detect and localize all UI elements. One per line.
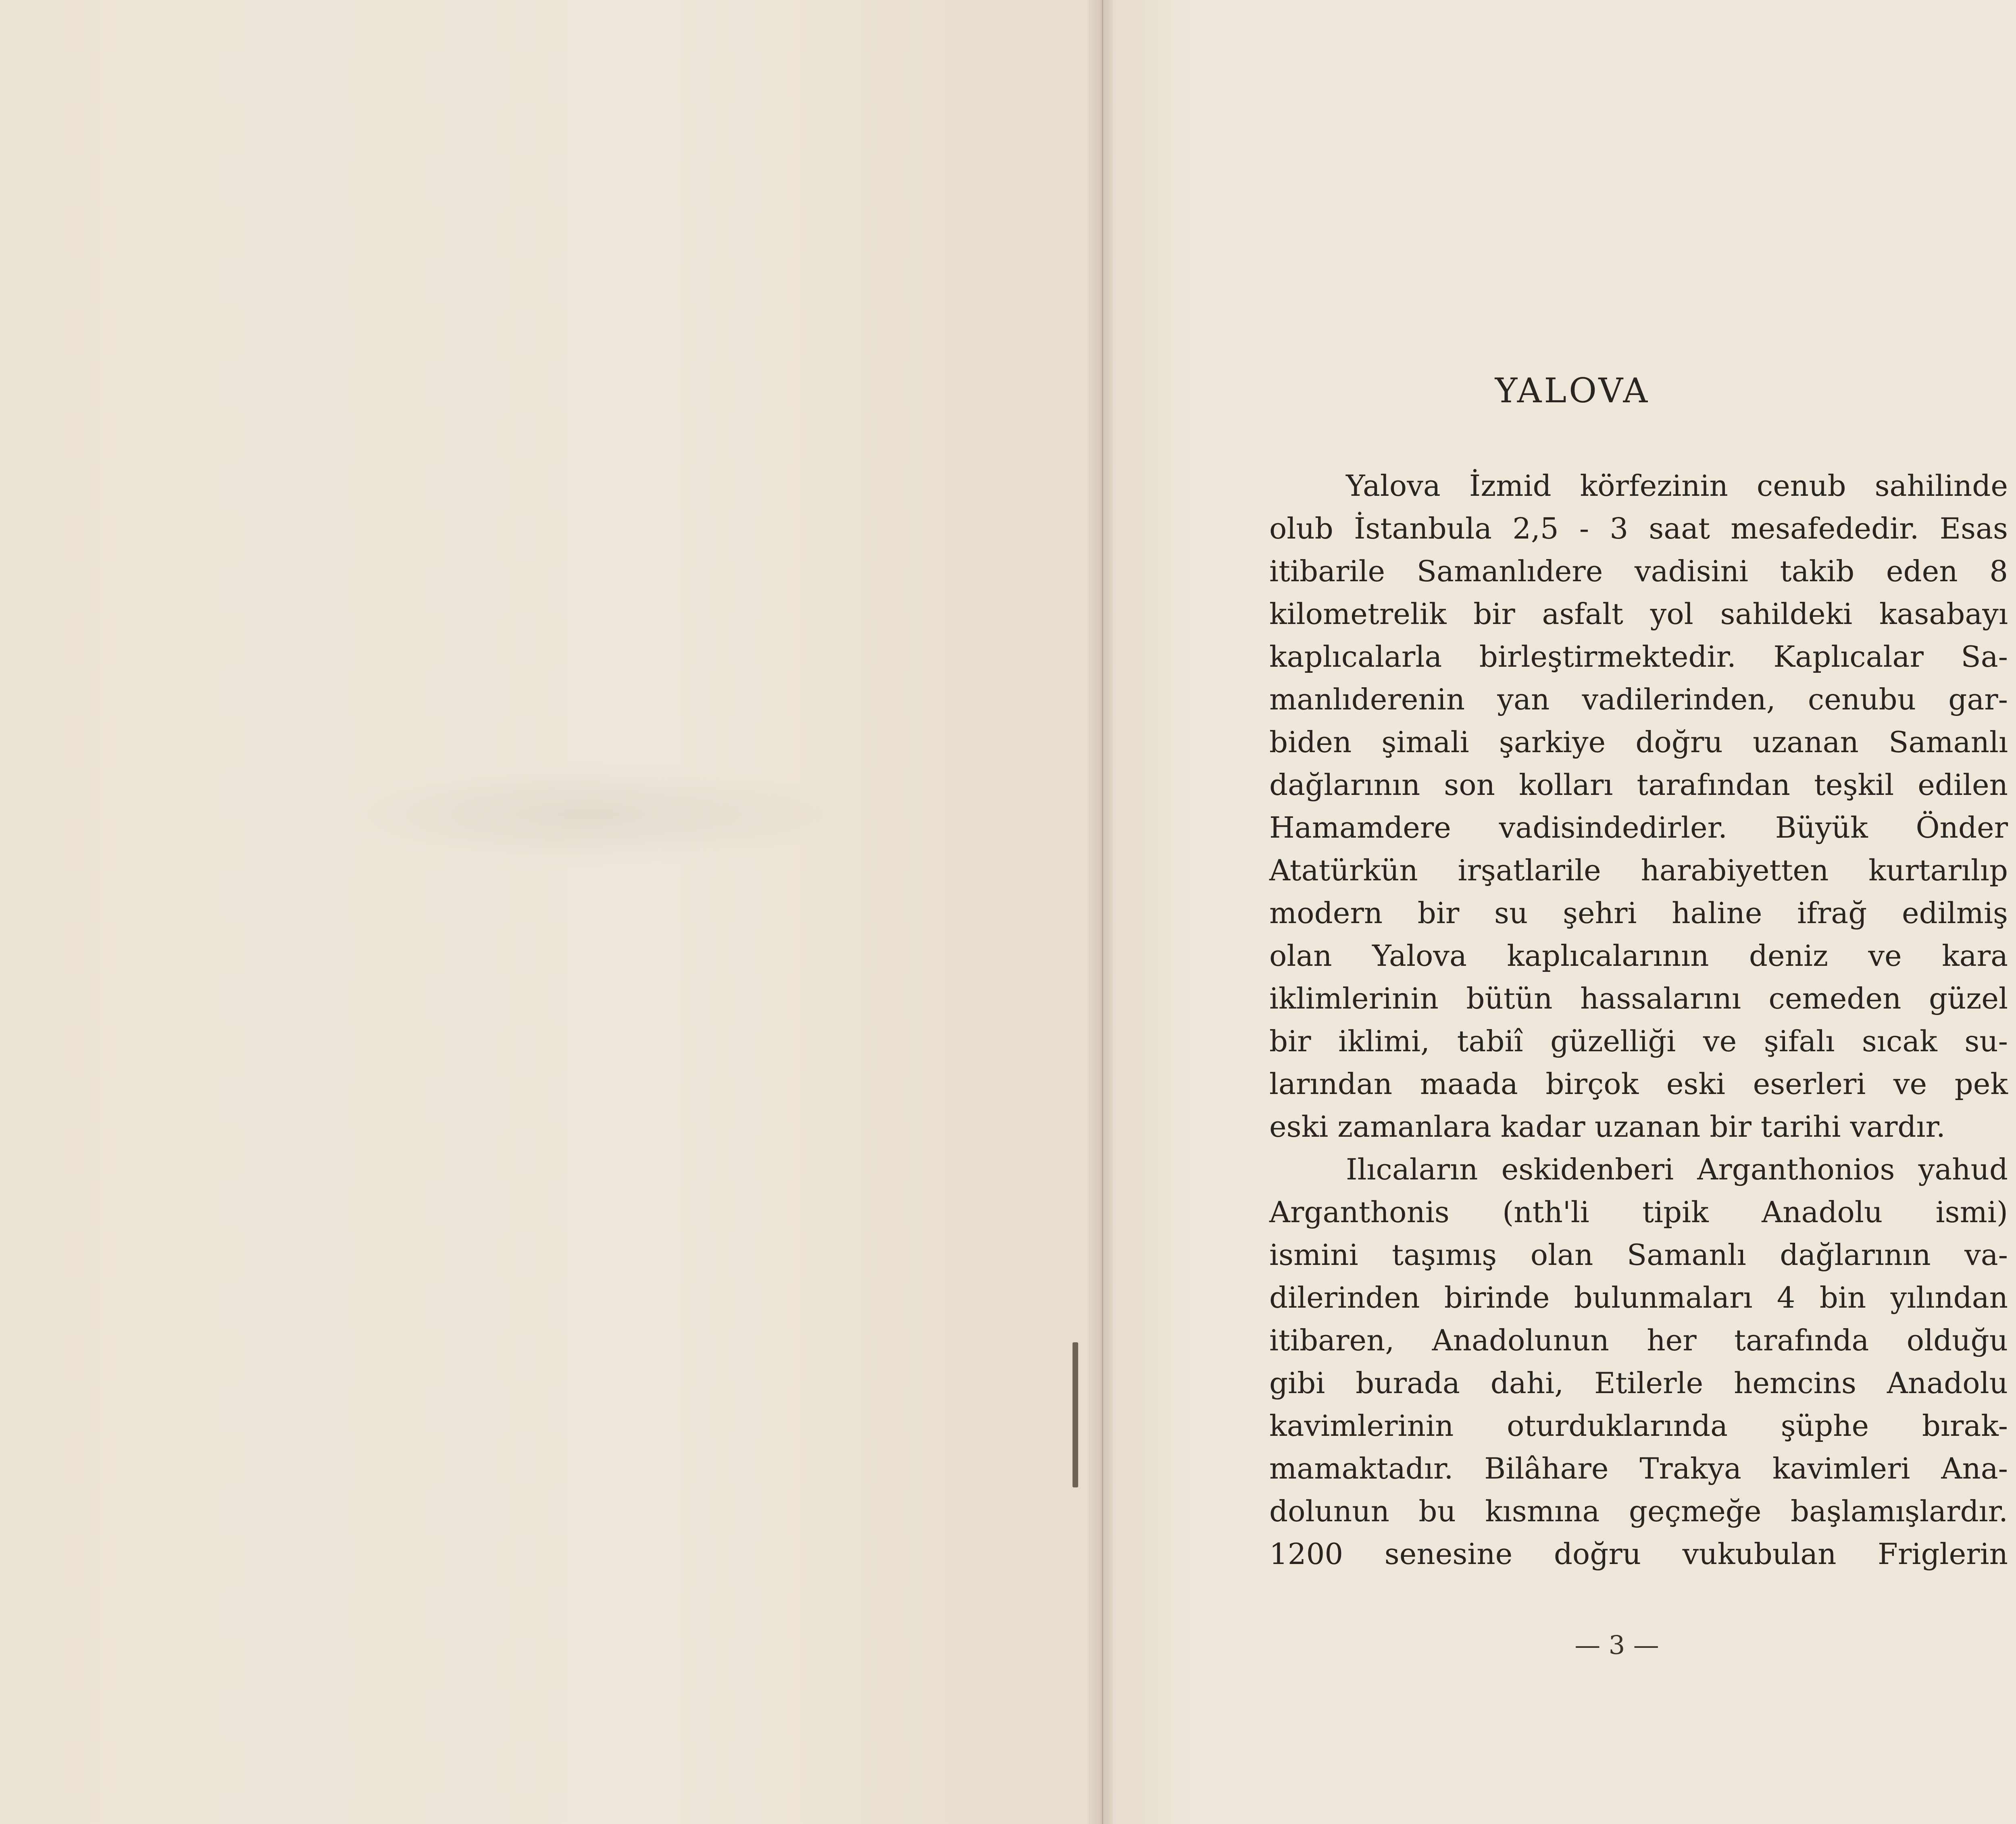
text-line: dolunun bu kısmına geçmeğe başlamışlardır.	[1269, 1494, 2008, 1528]
text-line: iklimlerinin bütün hassalarını cemeden güzel	[1269, 982, 2008, 1015]
text-line: manlıderenin yan vadilerinden, cenubu gar-	[1269, 682, 2008, 716]
page-title: YALOVA	[1495, 371, 1650, 410]
body-text	[1269, 464, 2008, 1575]
text-line: Ilıcaların eskidenberi Arganthonios yahud	[1346, 1152, 2008, 1186]
text-line: dilerinden birinde bulunmaları 4 bin yılından	[1269, 1281, 2008, 1314]
page-number: — 3 —	[1574, 1631, 1659, 1660]
text-line: modern bir su şehri haline ifrağ edilmiş	[1269, 896, 2008, 930]
text-line: mamaktadır. Bilâhare Trakya kavimleri Ana-	[1269, 1452, 2008, 1485]
text-line: 1200 senesine doğru vukubulan Friglerin	[1269, 1537, 2008, 1571]
text-line: gibi burada dahi, Etilerle hemcins Anadolu	[1269, 1366, 2008, 1400]
show-through-shadow	[331, 762, 847, 867]
text-line: olan Yalova kaplıcalarının deniz ve kara	[1269, 939, 2008, 973]
text-line: ismini taşımış olan Samanlı dağlarının va-	[1269, 1238, 2008, 1272]
text-line: itibarile Samanlıdere vadisini takib eden 8	[1269, 554, 2008, 588]
text-line: kaplıcalarla birleştirmektedir. Kaplıcalar Sa-	[1269, 640, 2008, 674]
text-line: itibaren, Anadolunun her tarafında olduğu	[1269, 1323, 2008, 1357]
text-line: kavimlerinin oturduklarında şüphe bırak-	[1269, 1409, 2008, 1443]
binding-stitch	[1073, 1342, 1078, 1487]
text-line: Atatürkün irşatlarile harabiyetten kurtarılıp	[1269, 853, 2008, 887]
text-line: eski zamanlara kadar uzanan bir tarihi vardır.	[1269, 1110, 1945, 1144]
text-line: Arganthonis (nth'li tipik Anadolu ismi)	[1269, 1195, 2008, 1229]
text-line: larından maada birçok eski eserleri ve pek	[1269, 1067, 2008, 1101]
gutter-fold-line	[1102, 0, 1103, 1824]
text-line: Hamamdere vadisindedirler. Büyük Önder	[1269, 811, 2008, 844]
text-line: kilometrelik bir asfalt yol sahildeki kasabayı	[1269, 597, 2008, 631]
text-line: dağlarının son kolları tarafından teşkil edilen	[1269, 768, 2008, 802]
text-line: biden şimali şarkiye doğru uzanan Samanlı	[1269, 725, 2008, 759]
text-line: bir iklimi, tabiî güzelliği ve şifalı sıcak su-	[1269, 1024, 2008, 1058]
text-line: olub İstanbula 2,5 - 3 saat mesafededir. Esas	[1269, 512, 2008, 545]
text-line: Yalova İzmid körfezinin cenub sahilinde	[1346, 469, 2008, 503]
